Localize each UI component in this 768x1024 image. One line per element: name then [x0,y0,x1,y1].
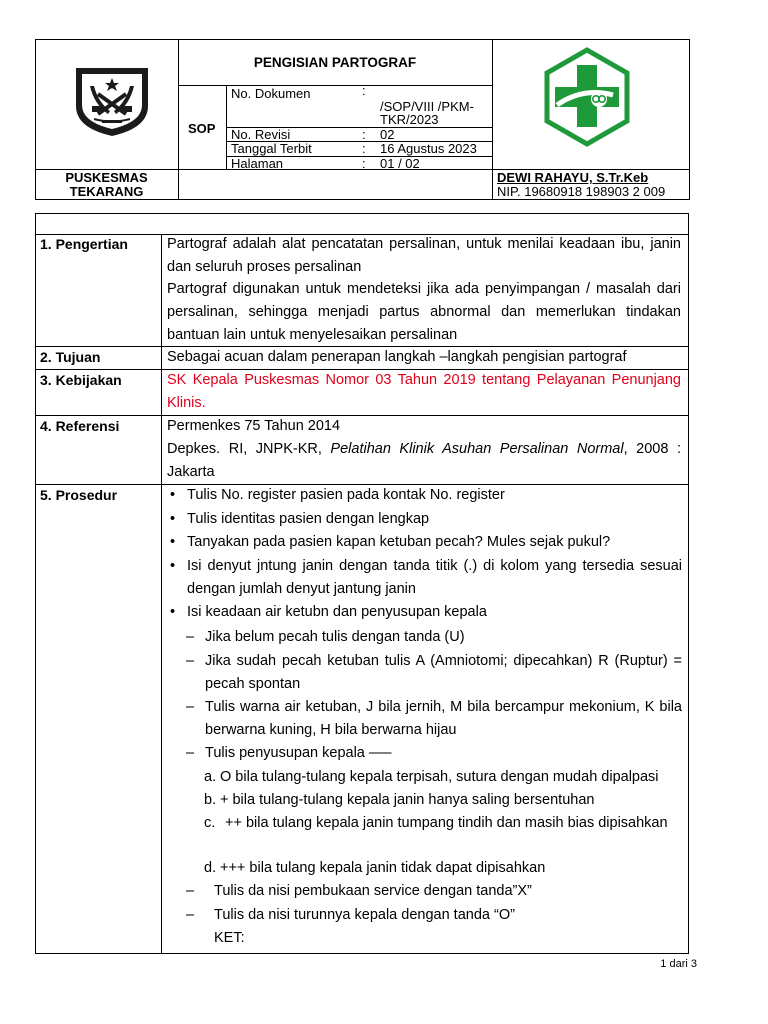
field-sep: : [362,83,366,98]
prosedur-lettered-text: + bila tulang-tulang kepala janin hanya saling bersentuhan [220,792,595,808]
org-name-line1: PUSKESMAS [65,170,148,185]
field-sep: : [362,141,366,156]
prosedur-bullet-text: Tanyakan pada pasien kapan ketuban pecah? Mules sejak pukul? [187,534,611,550]
signer-name: DEWI RAHAYU, S.Tr.Keb [497,170,649,185]
page-title: PENGISIAN PARTOGRAF [253,55,417,70]
bullet-dot-icon: • [170,558,176,574]
dash-marker: – [186,907,195,923]
prosedur-dash-item [186,904,682,927]
field-value-no-dokumen-1: /SOP/VIII /PKM- [380,99,474,114]
prosedur-bullet [170,531,682,554]
prosedur-lettered-item [204,812,682,835]
field-value-halaman: 01 / 02 [380,156,420,171]
bullet-dot-icon: • [170,604,176,620]
prosedur-lettered-item [204,789,682,812]
prosedur-dash-item [186,880,682,903]
bullet-dot-icon: • [170,487,176,503]
page-number: 1 dari 3 [660,958,697,970]
prosedur-lettered-item [204,857,682,880]
bullet-dot-icon: • [170,511,176,527]
referensi-line-2 [167,438,681,484]
prosedur-bullet-text: Isi keadaan air ketubn dan penyusupan kepala [187,604,487,620]
letter-marker: c. [204,815,216,831]
prosedur-bullet [170,601,682,624]
section-label-tujuan: 2. Tujuan [40,349,101,365]
field-value-no-revisi: 02 [380,127,395,142]
referensi-book-title: Pelatihan Klinik Asuhan Persalinan Normal [330,441,624,457]
prosedur-dash-text: Tulis da nisi turunnya kepala dengan tanda “O” [214,907,515,923]
field-label-tanggal-terbit: Tanggal Terbit [231,141,312,156]
pengertian-para-2: Partograf digunakan untuk mendeteksi jika ada penyimpangan / masalah dari persalinan, sehingga menjadi partus abnormal dan memerlukan tindakan bantuan lain untuk menyelesaikan persalinan [167,281,681,343]
prosedur-dash-item [186,742,682,765]
prosedur-dash-text: Jika belum pecah tulis dengan tanda (U) [205,629,465,645]
prosedur-lettered-item [204,766,682,789]
prosedur-bullet-text: Tulis No. register pasien pada kontak No. register [187,487,505,503]
dash-marker: – [186,653,195,669]
dash-marker: – [186,629,195,645]
section-label-kebijakan: 3. Kebijakan [40,372,122,388]
section-label-referensi: 4. Referensi [40,418,120,434]
prosedur-bullet-text: Tulis identitas pasien dengan lengkap [187,511,430,527]
referensi-line-2-b: , 2008 : Jakarta [167,441,681,480]
prosedur-bullet [170,484,682,507]
referensi-line-2-a: Depkes. RI, JNPK-KR, [167,441,331,457]
prosedur-dash-text: Tulis warna air ketuban, J bila jernih, M bila bercampur mekonium, K bila berwarna kuning, H bila berwarna hijau [205,699,682,738]
referensi-line-1: Permenkes 75 Tahun 2014 [167,418,341,434]
letter-marker: d. [204,860,217,876]
field-label-no-dokumen: No. Dokumen [231,86,311,101]
letter-marker: a. [204,769,217,785]
prosedur-dash-text: Tulis penyusupan kepala –— [205,745,392,761]
field-label-no-revisi: No. Revisi [231,127,291,142]
kebijakan-text: SK Kepala Puskesmas Nomor 03 Tahun 2019 tentang Pelayanan Penunjang Klinis. [167,372,681,411]
prosedur-bullet-text: Isi denyut jntung janin dengan tanda titik (.) di kolom yang tersedia sesuai dengan jumlah denyut jantung janin [187,558,682,597]
field-sep: : [362,156,366,171]
prosedur-lettered-text: ++ bila tulang kepala janin tumpang tindih dan masih bias dipisahkan [225,815,668,831]
prosedur-lettered-text: +++ bila tulang kepala janin tidak dapat dipisahkan [220,860,546,876]
field-value-tanggal-terbit: 16 Agustus 2023 [380,141,477,156]
signer-nip: NIP. 19680918 198903 2 009 [497,184,666,199]
sop-label: SOP [188,121,216,136]
bullet-dot-icon: • [170,534,176,550]
government-emblem-icon [72,64,152,138]
field-sep: : [362,127,366,142]
dash-marker: – [186,699,195,715]
dash-marker: – [186,745,195,761]
org-name-line2: TEKARANG [69,184,144,199]
field-value-no-dokumen-2: TKR/2023 [380,112,439,127]
dash-marker: – [186,883,195,899]
prosedur-lettered-text: O bila tulang-tulang kepala terpisah, sutura dengan mudah dipalpasi [220,769,659,785]
prosedur-ket: KET: [214,930,245,946]
section-label-pengertian: 1. Pengertian [40,236,128,252]
letter-marker: b. [204,792,217,808]
pengertian-para-1: Partograf adalah alat pencatatan persalinan, untuk menilai keadaan ibu, janin dan seluruh proses persalinan [167,236,681,275]
prosedur-bullet [170,508,682,531]
prosedur-dash-item [186,626,682,649]
field-label-halaman: Halaman [231,156,284,171]
prosedur-dash-item [186,696,682,742]
prosedur-dash-text: Jika sudah pecah ketuban tulis A (Amniotomi; dipecahkan) R (Ruptur) = pecah spontan [205,653,682,692]
section-label-prosedur: 5. Prosedur [40,487,118,503]
puskesmas-green-cross-icon [543,47,631,147]
tujuan-text: Sebagai acuan dalam penerapan langkah –langkah pengisian partograf [167,349,627,365]
prosedur-dash-item [186,650,682,696]
prosedur-bullet [170,555,682,601]
prosedur-dash-text: Tulis da nisi pembukaan service dengan tanda”X” [214,883,532,899]
